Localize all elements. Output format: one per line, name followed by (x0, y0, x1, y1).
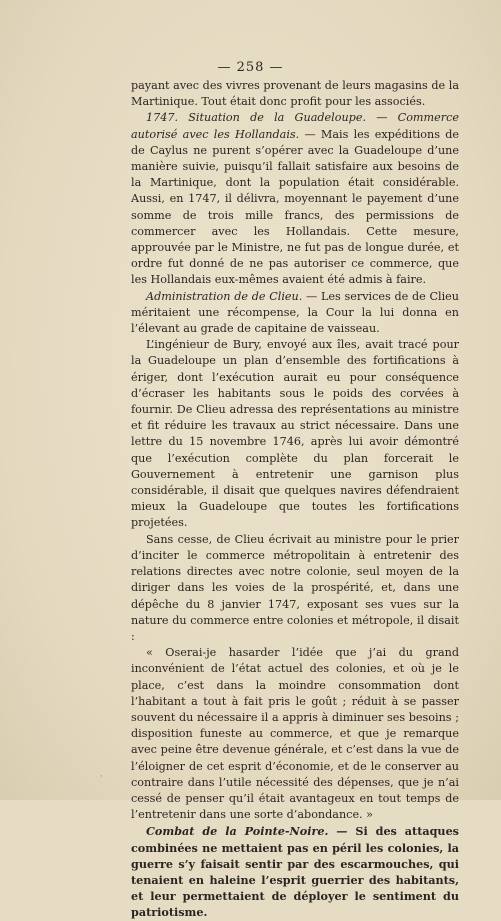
paper-speck: · (100, 772, 103, 782)
section-heading: Combat de la Pointe-Noire. (146, 824, 329, 839)
page-number: — 258 — (217, 60, 284, 75)
paragraph-combat-pointe-noire: Combat de la Pointe-Noire. — Si des attaques combinées ne mettaient pas en péril les colonies, la guerre s’y faisait sentir par des escarmouches, qui tenaient en haleine l’esprit guerrier des habitants, et leur permettaient de déployer le sentiment du patriotisme. (131, 824, 459, 920)
paragraph: L’ingénieur de Bury, envoyé aux îles, avait tracé pour la Guadeloupe un plan d’ensemble des fortifications à ériger, dont l’exécution aurait eu pour conséquence d’écraser les habitants sous le poids des corvées à fournir. De Clieu adressa des représentations au ministre et fit réduire les travaux au strict nécessaire. Dans une lettre du 15 novembre 1746, après lui avoir démontré que l’exécution complète du plan forcerait le Gouvernement à entretenir une garnison plus considérable, il disait que quelques navires défendraient mieux la Guadeloupe que toutes les fortifications projetées. (131, 338, 459, 530)
section-heading: 1747. Situation de la Guadeloupe. — Commerce autorisé avec les Hollandais. (131, 111, 459, 141)
paragraph: Sans cesse, de Clieu écrivait au ministre pour le prier d’inciter le commerce métropolitain à entretenir des relations directes avec notre colonie, seul moyen de la diriger dans les voies de la prospérité, et, dans une dépêche du 8 janvier 1747, exposant ses vues sur la nature du commerce entre colonies et métropole, il disait : (131, 532, 459, 643)
paragraph-administration-de-clieu: Administration de de Clieu. — Les services de de Clieu méritaient une récompense, la Cour la lui donna en l’élevant au grade de capitaine de vaisseau. (131, 289, 459, 336)
quotation: « Oserai-je hasarder l’idée que j’ai du grand inconvénient de l’état actuel des colonies, et où je le place, c’est dans la moindre consommation dont l’habitant a tout à fait pris le goût ; réduit à se passer souvent du nécessaire il a appris à diminuer ses besoins ; disposition funeste au commerce, et que je remarque avec peine être devenue générale, et c’est dans la vue de l’éloigner de cet esprit d’économie, et de le conserver au contraire dans l’utile nécessité des dépenses, que je n’ai cessé de penser qu’il était avantageux en tout temps de l’entretenir dans une sorte d’abondance. » (131, 646, 459, 822)
section-heading: Administration de de Clieu. (146, 289, 303, 303)
body-text (131, 78, 459, 921)
paragraph: payant avec des vivres provenant de leurs magasins de la Martinique. Tout était donc profit pour les associés. (131, 79, 459, 109)
paragraph-situation-guadeloupe: 1747. Situation de la Guadeloupe. — Commerce autorisé avec les Hollandais. — Mais les expéditions de de Caylus ne purent s’opérer avec la Guadeloupe d’une manière suivie, puisqu’il fallait satisfaire aux besoins de la Martinique, dont la population était considérable. Aussi, en 1747, il délivra, moyennant le payement d’une somme de trois mille francs, des permissions de commercer avec les Hollandais. Cette mesure, approuvée par le Ministre, ne fut pas de longue durée, et ordre fut donné de ne pas autoriser ce commerce, que les Hollandais eux-mêmes avaient été admis à faire. (131, 111, 460, 287)
